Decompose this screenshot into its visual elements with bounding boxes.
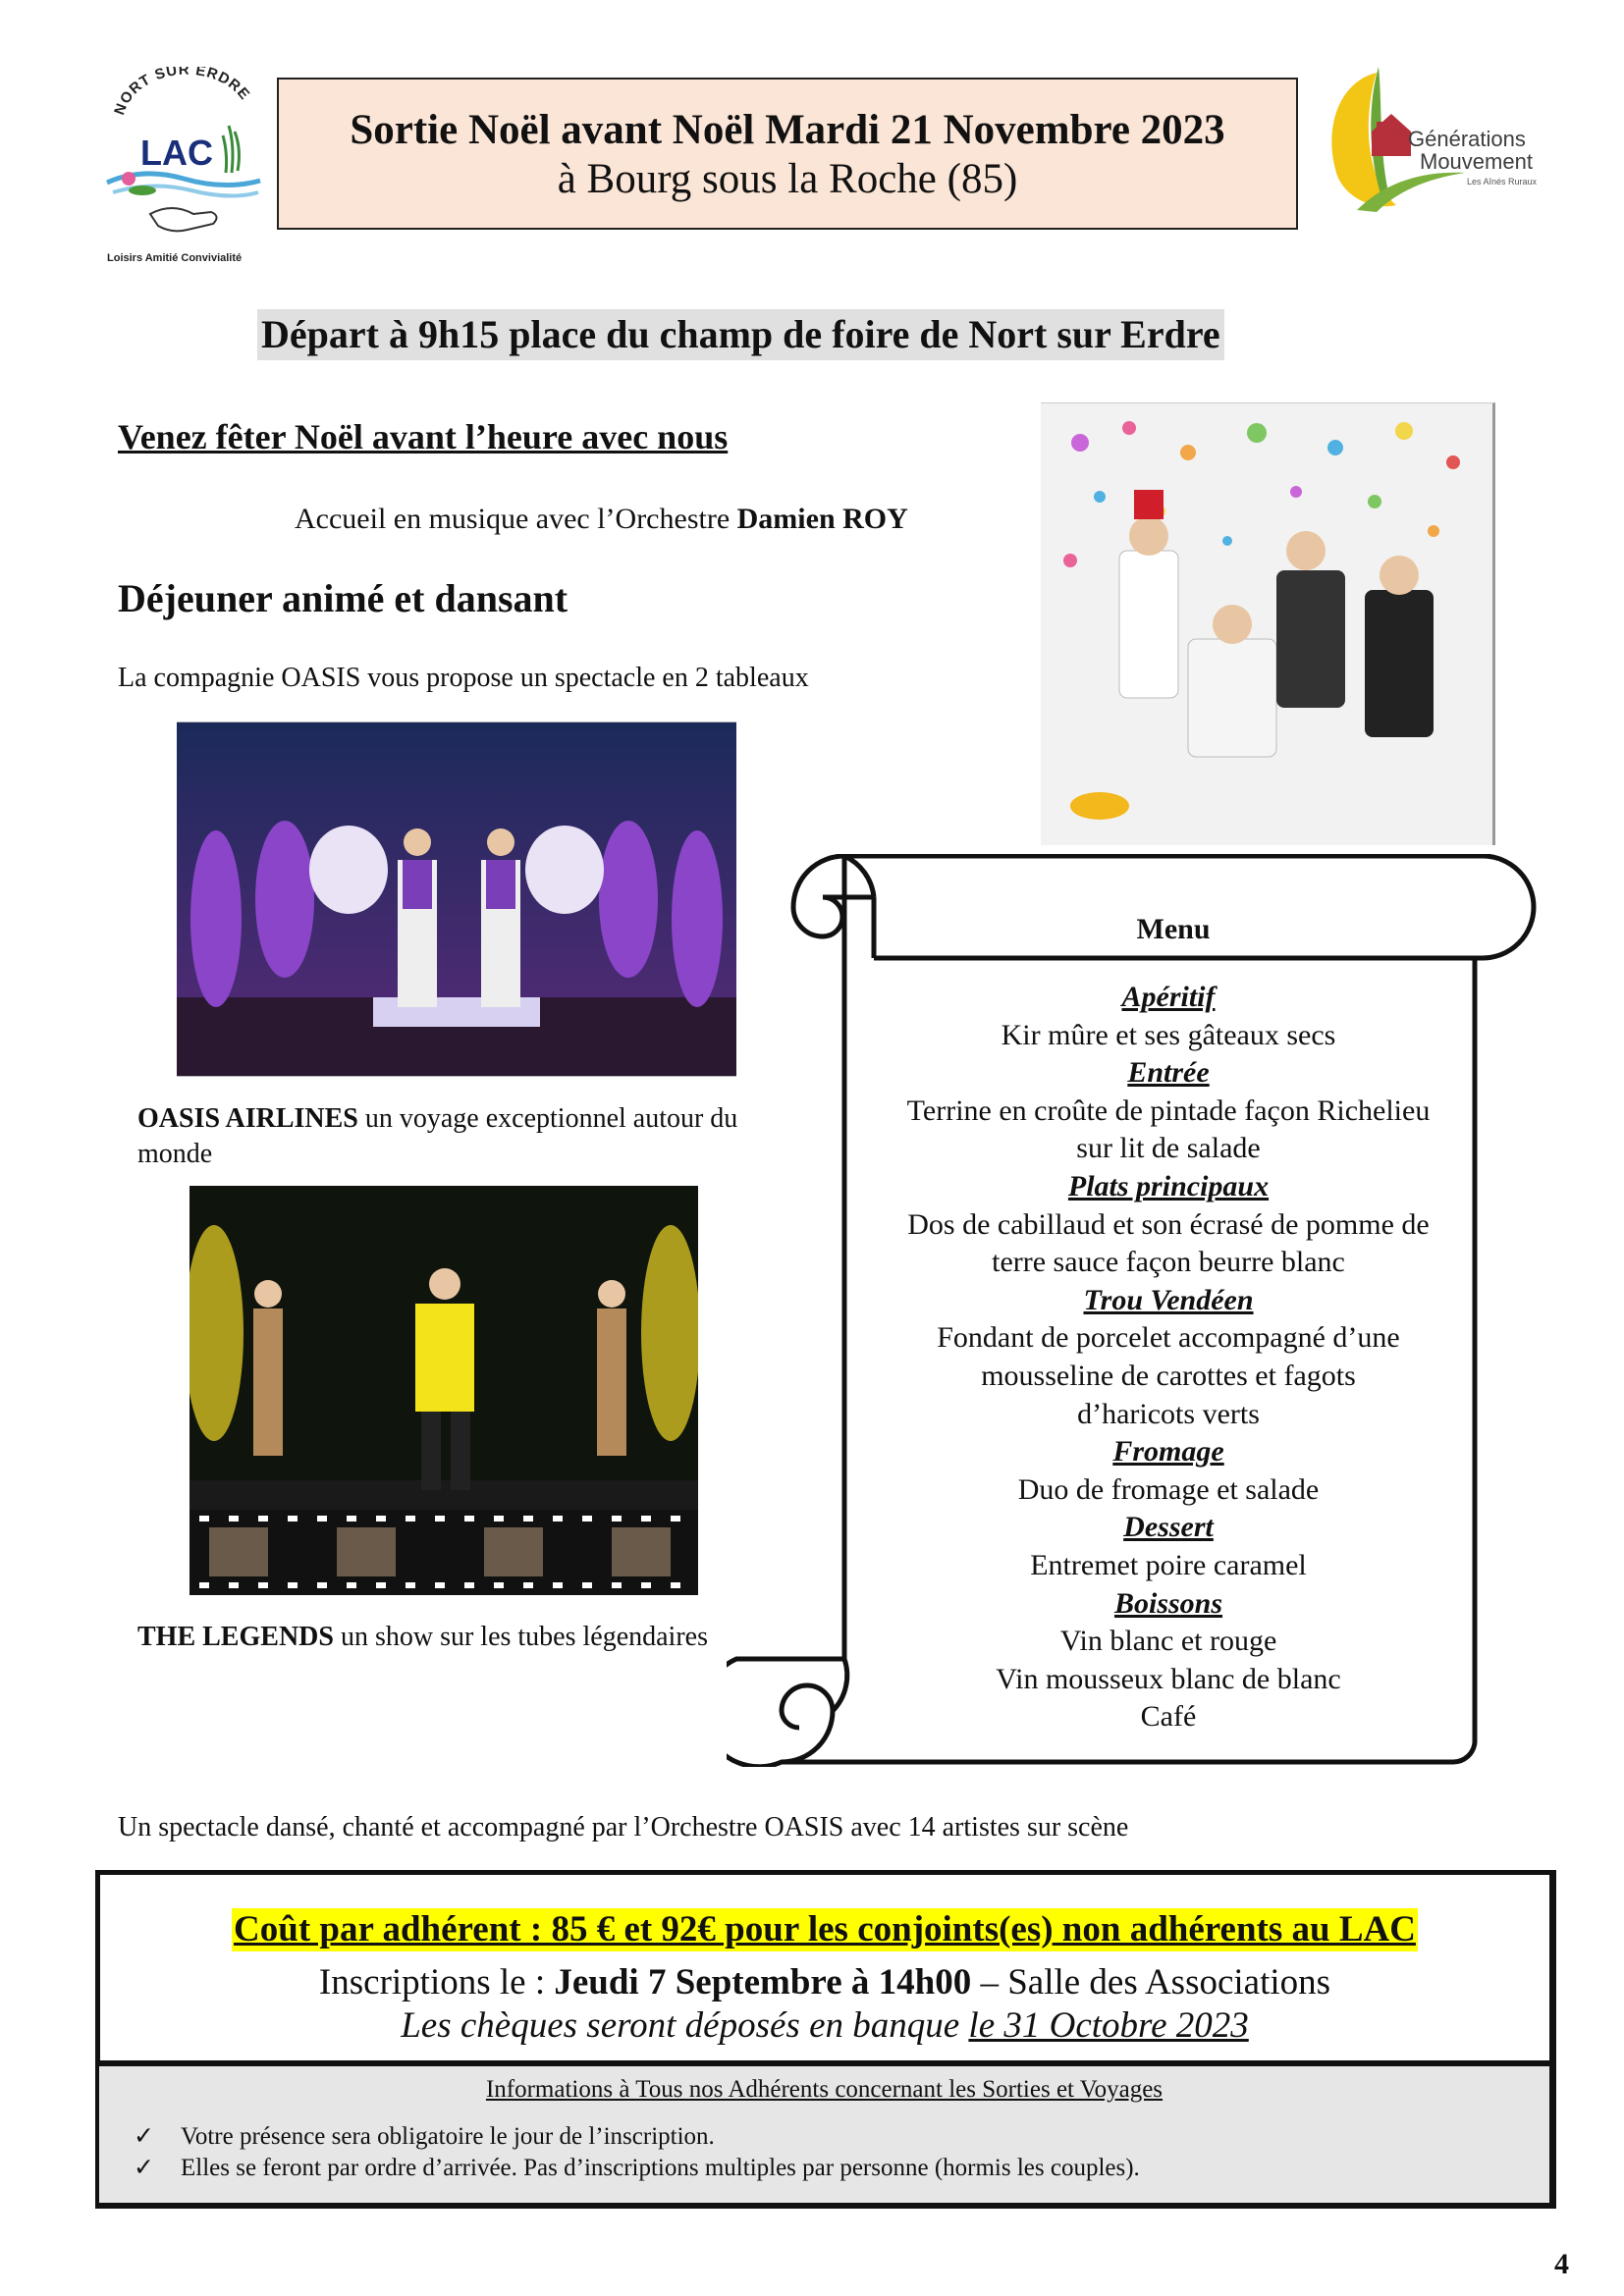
- menu-line: d’haricots verts: [1077, 1397, 1260, 1430]
- menu-line: Kir mûre et ses gâteaux secs: [1001, 1018, 1336, 1051]
- menu-line: sur lit de salade: [1076, 1132, 1261, 1165]
- menu-heading-entree: Entrée: [1127, 1056, 1210, 1090]
- page-number: 4: [1554, 2248, 1569, 2280]
- menu-line: Dos de cabillaud et son écrasé de pomme de: [907, 1207, 1430, 1241]
- company-text: La compagnie OASIS vous propose un spectacle en 2 tableaux: [118, 663, 809, 693]
- menu-heading-aperitif: Apéritif: [1121, 981, 1216, 1013]
- cheques-info: [100, 2004, 1549, 2048]
- orchestra-photo: [1041, 402, 1495, 845]
- generations-mouvement-logo: [1318, 63, 1563, 220]
- menu-title: Menu: [1136, 913, 1211, 945]
- menu-line: Entremet poire caramel: [1030, 1548, 1307, 1581]
- menu-heading-plats: Plats principaux: [1067, 1169, 1270, 1202]
- intro-heading: Venez fêter Noël avant l’heure avec nous: [118, 417, 729, 456]
- menu-line: Fondant de porcelet accompagné d’une: [937, 1321, 1400, 1355]
- lac-name: LAC: [140, 133, 213, 173]
- info-item: [134, 2121, 715, 2151]
- menu-body: [854, 979, 1483, 1736]
- info-item-text: Votre présence sera obligatoire le jour de l’inscription.: [181, 2123, 715, 2150]
- caption-oasis-airlines: [137, 1101, 785, 1172]
- info-item-text: Elles se feront par ordre d’arrivée. Pas d’inscriptions multiples par personne (hormis les couples).: [181, 2155, 1140, 2181]
- show-name: THE LEGENDS: [137, 1622, 334, 1652]
- info-title: Informations à Tous nos Adhérents concernant les Sorties et Voyages: [485, 2076, 1164, 2103]
- show-description: un show sur les tubes légendaires: [333, 1622, 708, 1652]
- menu-line: mousseline de carottes et fagots: [981, 1359, 1356, 1392]
- show-description: un voyage exceptionnel autour du monde: [137, 1103, 738, 1169]
- orchestra-name: Damien ROY: [736, 503, 908, 535]
- menu-line: Vin blanc et rouge: [1059, 1625, 1277, 1658]
- menu-heading-boissons: Boissons: [1113, 1586, 1223, 1620]
- menu-heading-fromage: Fromage: [1112, 1435, 1224, 1468]
- show-name: OASIS AIRLINES: [137, 1103, 358, 1134]
- inscription-prefix: Inscriptions le :: [318, 1962, 555, 2002]
- menu-heading-dessert: Dessert: [1123, 1511, 1214, 1544]
- menu-line: Café: [1140, 1700, 1197, 1734]
- cheques-date: le 31 Octobre 2023: [968, 2005, 1249, 2046]
- info-box: [95, 2066, 1556, 2209]
- inscription-place: – Salle des Associations: [971, 1962, 1331, 2002]
- cost-box: [95, 1870, 1556, 2066]
- header-box: [277, 78, 1298, 230]
- spectacle-note: Un spectacle dansé, chanté et accompagné par l’Orchestre OASIS avec 14 artistes sur scène: [118, 1812, 1129, 1842]
- inscription-date: Jeudi 7 Septembre à 14h00: [554, 1962, 972, 2002]
- lac-arc-text: NORT SUR ERDRE: [111, 67, 253, 118]
- menu-line: Terrine en croûte de pintade façon Richelieu: [906, 1094, 1431, 1127]
- checkmark-icon: ✓: [134, 2155, 154, 2181]
- page-subtitle: à Bourg sous la Roche (85): [557, 156, 1018, 202]
- lunch-heading: Déjeuner animé et dansant: [118, 576, 568, 620]
- cheques-prefix: Les chèques seront déposés en banque: [401, 2005, 969, 2046]
- lac-tagline: Loisirs Amitié Convivialité: [107, 252, 243, 264]
- inscription-info: [100, 1961, 1549, 2004]
- gm-line2: Mouvement: [1420, 149, 1533, 174]
- menu-line: Duo de fromage et salade: [1017, 1472, 1320, 1506]
- menu-line: terre sauce façon beurre blanc: [992, 1246, 1345, 1279]
- menu-line: Vin mousseux blanc de blanc: [996, 1662, 1341, 1695]
- welcome-prefix: Accueil en musique avec l’Orchestre: [295, 503, 737, 535]
- menu-heading-trou: Trou Vendéen: [1083, 1283, 1254, 1316]
- svg-text:NORT SUR ERDRE: [111, 67, 253, 117]
- lac-logo: [103, 67, 270, 268]
- cost-text: Coût par adhérent : 85 € et 92€ pour les conjoints(es) non adhérents au LAC: [234, 1909, 1416, 1949]
- the-legends-photo: [189, 1186, 698, 1595]
- gm-line1: Générations: [1408, 127, 1526, 151]
- page-title: Sortie Noël avant Noël Mardi 21 Novembre 2023: [350, 107, 1225, 153]
- departure-info: Départ à 9h15 place du champ de foire de Nort sur Erdre: [257, 309, 1224, 360]
- oasis-airlines-photo: [177, 721, 736, 1077]
- gm-line3: Les Aînés Ruraux: [1467, 177, 1538, 187]
- welcome-text: [295, 503, 908, 536]
- info-item: [134, 2153, 1140, 2182]
- caption-the-legends: [137, 1622, 708, 1653]
- checkmark-icon: ✓: [134, 2123, 154, 2150]
